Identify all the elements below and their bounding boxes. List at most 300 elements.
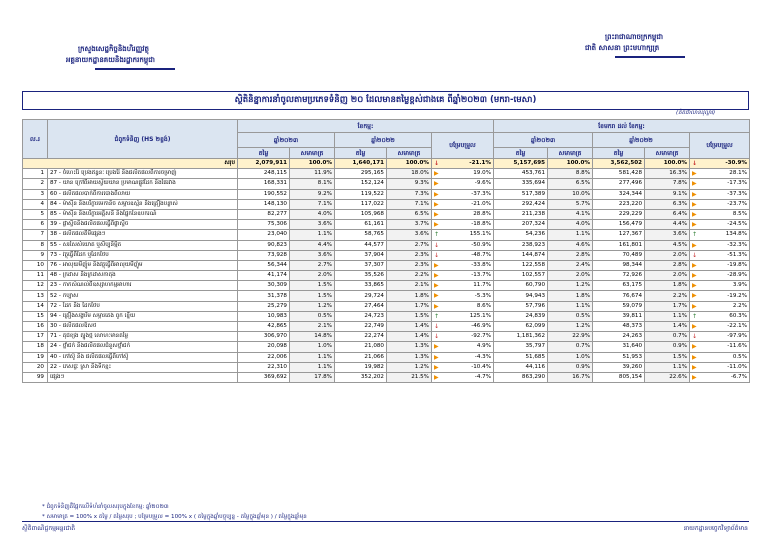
change-value: -92.7% [471,333,492,340]
value-cell: 19,982 [335,362,387,372]
share-cell: 21.5% [387,372,432,382]
trend-flat-icon: ▶ [692,292,697,300]
row-number: 10 [23,260,48,270]
share-cell: 1.1% [548,301,593,311]
value-cell: 39,260 [593,362,645,372]
share-cell: 7.8% [645,179,690,189]
value-cell: 57,796 [494,301,548,311]
change-value: -9.6% [474,180,492,187]
share-cell: 2.1% [290,322,335,332]
trend-flat-icon: ▶ [692,221,697,229]
left-header-underline [95,68,175,70]
value-cell: 1,640,171 [335,159,387,169]
row-number: 19 [23,352,48,362]
value-cell: 21,080 [335,342,387,352]
value-cell: 31,640 [593,342,645,352]
share-cell: 1.0% [548,352,593,362]
share-cell: 3.7% [387,220,432,230]
kingdom-name: ព្រះរាជាណាចក្រកម្ពុជា [605,33,664,41]
share-cell: 1.7% [645,301,690,311]
trend-down-icon: ↓ [434,241,440,249]
share-cell: 2.2% [387,271,432,281]
change-cell [432,209,494,219]
share-cell: 9.3% [387,179,432,189]
change-cell [690,332,750,342]
item-name: 71 - គុជខ្យង ត្បូងថ្ម លោហៈមានតម្លៃ [48,332,238,342]
change-cell [690,271,750,281]
value-cell: 24,723 [335,311,387,321]
row-number: 4 [23,199,48,209]
ministry-name: ក្រសួងសេដ្ឋកិច្ចនិងហិរញ្ញវត្ថុ [78,45,149,53]
share-cell: 4.4% [290,240,335,250]
change-value: 134.8% [725,231,748,238]
change-cell [690,189,750,199]
share-header: សមាមាត្រ [548,148,593,159]
change-cell [690,352,750,362]
change-cell [690,342,750,352]
change-value: 0.5% [732,353,748,360]
share-cell: 5.7% [548,199,593,209]
share-cell: 0.5% [548,311,593,321]
share-cell: 4.1% [548,209,593,219]
trend-flat-icon: ▶ [434,180,439,188]
trend-flat-icon: ▶ [434,292,439,300]
row-number: 16 [23,322,48,332]
change-cell [690,159,750,169]
trend-flat-icon: ▶ [434,200,439,208]
change-value: -37.3% [727,190,748,197]
table-row [23,301,750,311]
share-cell: 1.5% [290,281,335,291]
table-row [23,189,750,199]
table-row [23,250,750,260]
change-value: 28.8% [473,211,492,218]
value-cell: 805,154 [593,372,645,382]
change-value: -11.6% [727,343,748,350]
change-cell [432,342,494,352]
value-cell: 211,238 [494,209,548,219]
row-number: 3 [23,189,48,199]
table-row [23,352,750,362]
item-name: 60 - ផលិតផលបាក់ពីការបោងពីលាយ [48,189,238,199]
value-cell: 51,953 [593,352,645,362]
value-cell: 61,161 [335,220,387,230]
value-cell: 35,526 [335,271,387,281]
share-cell: 100.0% [290,159,335,169]
item-name: 24 - ថ្នាំជក់ និងផលិតផលជំនួសថ្នាំជក់ [48,342,238,352]
value-header: តម្លៃ [238,148,290,159]
value-cell: 60,790 [494,281,548,291]
trend-up-icon: ↑ [692,231,698,239]
item-name: 73 - វត្ថុធ្វើពីដែក ឬដែកថែប [48,250,238,260]
table-row [23,230,750,240]
share-header: សមាមាត្រ [387,148,432,159]
trend-up-icon: ↑ [692,312,698,320]
trend-down-icon: ↓ [434,333,440,341]
unit-note: (គិតជាលានដុល្លារ) [676,110,716,116]
value-cell: 29,724 [335,291,387,301]
total-row [23,159,750,169]
value-cell: 517,389 [494,189,548,199]
value-cell: 33,865 [335,281,387,291]
share-cell: 1.4% [645,322,690,332]
department-name: អគ្គនាយកដ្ឋានគយនិងរដ្ឋាករកម្ពុជា [66,56,155,64]
share-cell: 8.8% [548,169,593,179]
share-cell: 2.1% [387,281,432,291]
share-cell: 0.9% [548,362,593,372]
import-table [22,119,750,383]
change-cell [432,301,494,311]
change-value: -28.9% [727,272,748,279]
value-header: តម្លៃ [335,148,387,159]
share-cell: 1.1% [645,311,690,321]
value-cell: 238,923 [494,240,548,250]
change-value: -46.9% [471,323,492,330]
value-cell: 44,577 [335,240,387,250]
change-cell [432,220,494,230]
value-cell: 56,344 [238,260,290,270]
table-row [23,240,750,250]
table-row [23,179,750,189]
change-value: -33.8% [471,261,492,268]
col-header-no: ល.រ [23,120,48,159]
change-value: 28.1% [729,170,748,177]
share-cell: 3.6% [387,230,432,240]
share-cell: 1.5% [290,291,335,301]
item-name: ផ្សេងៗ [48,372,238,382]
share-cell: 100.0% [645,159,690,169]
share-cell: 9.1% [645,189,690,199]
value-cell: 117,022 [335,199,387,209]
trend-flat-icon: ▶ [692,353,697,361]
value-cell: 23,040 [238,230,290,240]
change-cell [690,281,750,291]
change-cell [690,240,750,250]
change-cell [432,159,494,169]
row-number: 11 [23,271,48,281]
change-cell [432,250,494,260]
value-cell: 76,674 [593,291,645,301]
value-cell: 31,378 [238,291,290,301]
item-name: 39 - ផ្លាស្ទិចនិងផលិតផលធ្វើពីផ្លាស្ទិច [48,220,238,230]
trend-flat-icon: ▶ [692,373,697,381]
change-cell [690,230,750,240]
value-cell: 22,274 [335,332,387,342]
change-cell [432,169,494,179]
item-name: 38 - ផលិតផលគីមីផ្សេងៗ [48,230,238,240]
trend-down-icon: ↓ [692,160,698,167]
share-cell: 8.1% [290,179,335,189]
value-cell: 90,823 [238,240,290,250]
value-cell: 277,496 [593,179,645,189]
trend-flat-icon: ▶ [434,343,439,351]
change-cell [690,291,750,301]
value-cell: 5,157,695 [494,159,548,169]
value-cell: 122,558 [494,260,548,270]
item-name: 84 - ម៉ាស៊ីន និងបរិក្ខារមេកានិច សម្ភារឧស្ម័ន និងគ្រឿងបន្លាស់ [48,199,238,209]
share-cell: 7.1% [290,199,335,209]
change-value: -13.7% [471,272,492,279]
share-cell: 1.1% [548,230,593,240]
value-cell: 1,181,362 [494,332,548,342]
trend-flat-icon: ▶ [434,272,439,280]
trend-flat-icon: ▶ [692,343,697,351]
value-cell: 3,562,502 [593,159,645,169]
year-header-2022-a: ឆ្នាំ២០២២ [335,133,432,148]
value-cell: 24,263 [593,332,645,342]
value-cell: 306,970 [238,332,290,342]
value-cell: 102,557 [494,271,548,281]
change-value: -10.4% [471,363,492,370]
value-cell: 20,098 [238,342,290,352]
change-cell [690,311,750,321]
value-cell: 82,277 [238,209,290,219]
value-cell: 25,279 [238,301,290,311]
value-cell: 58,765 [335,230,387,240]
change-cell [432,291,494,301]
value-cell: 152,124 [335,179,387,189]
change-cell [690,372,750,382]
item-name: 85 - ម៉ាស៊ីន និងបរិក្ខារអគ្គិសនី និងផ្នែកនៃឧបករណ៍ [48,209,238,219]
table-row [23,332,750,342]
change-cell [432,372,494,382]
change-value: -5.3% [474,292,492,299]
row-number: 7 [23,230,48,240]
value-cell: 21,066 [335,352,387,362]
trend-flat-icon: ▶ [692,323,697,330]
row-number: 5 [23,209,48,219]
share-cell: 3.6% [290,220,335,230]
share-header: សមាមាត្រ [645,148,690,159]
change-value: -37.3% [471,190,492,197]
item-name: 30 - ផលិតផលឱសថ [48,322,238,332]
change-value: -11.0% [727,363,748,370]
change-value: -23.7% [727,200,748,207]
share-cell: 2.8% [548,250,593,260]
change-cell [690,199,750,209]
year-header-2023-b: ឆ្នាំ២០២៣ [494,133,593,148]
change-cell [690,362,750,372]
value-cell: 39,811 [593,311,645,321]
value-cell: 369,692 [238,372,290,382]
value-cell: 295,165 [335,169,387,179]
change-cell [432,311,494,321]
value-cell: 144,874 [494,250,548,260]
row-number: 20 [23,362,48,372]
share-cell: 22.6% [645,372,690,382]
value-cell: 72,926 [593,271,645,281]
change-value: -4.7% [474,374,492,381]
change-value: -48.7% [471,251,492,258]
footer-rule [22,521,749,522]
change-header-b: បម្រែបម្រួល [690,133,750,159]
share-cell: 1.3% [387,342,432,352]
share-cell: 18.0% [387,169,432,179]
trend-flat-icon: ▶ [692,190,697,198]
value-cell: 98,344 [593,260,645,270]
change-cell [432,230,494,240]
trend-flat-icon: ▶ [434,353,439,361]
share-cell: 100.0% [548,159,593,169]
share-cell: 2.8% [645,260,690,270]
share-cell: 1.4% [387,332,432,342]
share-cell: 9.2% [290,189,335,199]
item-name: 27 - ចំហេះរ៉ែ ប្រេងឥន្ធនៈ ប្រេងរ៉ែ និងផលិតផលពីការចម្រាញ់ [48,169,238,179]
table-row [23,271,750,281]
change-value: 3.9% [732,282,748,289]
share-cell: 3.6% [645,230,690,240]
change-cell [432,352,494,362]
item-name: 48 - ក្រដាស និងក្រដាសកាតុង [48,271,238,281]
value-cell: 119,522 [335,189,387,199]
item-name: 23 - កាកសំណល់ពីឧស្សាហកម្មអាហារ [48,281,238,291]
footnote-formula: * សមាមាត្រ = 100% x តម្លៃ / តម្លៃសរុប ; បម្រែបម្រួល = 100% x ( តម្លៃក្នុងឆ្នាំបច្ចុប្បន្ន - តម្លៃក្នុងឆ្នាំមុន ) / តម្លៃក្នុងឆ្នាំមុន [42,514,307,520]
value-cell: 62,099 [494,322,548,332]
table-row [23,199,750,209]
share-cell: 7.1% [387,199,432,209]
table-row [23,281,750,291]
change-cell [690,301,750,311]
row-number: 18 [23,342,48,352]
share-cell: 2.7% [387,240,432,250]
share-cell: 17.8% [290,372,335,382]
share-cell: 2.7% [290,260,335,270]
change-value: -50.9% [471,241,492,248]
row-number: 15 [23,311,48,321]
year-header-2022-b: ឆ្នាំ២០២២ [593,133,690,148]
row-number: 1 [23,169,48,179]
share-cell: 10.0% [548,189,593,199]
trend-down-icon: ↓ [692,251,698,259]
group-header-month: ខែកម្ម: [238,120,494,133]
share-cell: 16.3% [645,169,690,179]
item-name: 22 - ភេសជ្ជៈ ស្រា និងទឹកខ្មះ [48,362,238,372]
table-body [23,159,750,383]
trend-up-icon: ↑ [434,231,440,239]
change-value: -21.1% [469,160,492,167]
value-cell: 292,424 [494,199,548,209]
value-cell: 37,904 [335,250,387,260]
trend-flat-icon: ▶ [434,373,439,381]
change-value: -22.1% [727,323,748,330]
value-cell: 223,220 [593,199,645,209]
change-value: -19.8% [727,261,748,268]
change-cell [432,179,494,189]
right-header-underline [615,56,685,58]
table-row [23,291,750,301]
value-cell: 168,331 [238,179,290,189]
share-cell: 1.1% [645,362,690,372]
share-cell: 0.7% [548,342,593,352]
value-cell: 335,694 [494,179,548,189]
trend-flat-icon: ▶ [692,241,697,249]
value-cell: 44,116 [494,362,548,372]
share-cell: 1.2% [548,281,593,291]
value-cell: 30,309 [238,281,290,291]
trend-flat-icon: ▶ [692,170,697,178]
change-cell [690,260,750,270]
share-cell: 1.2% [290,301,335,311]
row-number: 8 [23,240,48,250]
trend-flat-icon: ▶ [434,302,439,310]
share-cell: 1.2% [387,362,432,372]
share-cell: 1.1% [290,230,335,240]
item-name: 72 - ដែក និង ដែកថែប [48,301,238,311]
change-value: -97.9% [727,333,748,340]
share-cell: 2.3% [387,260,432,270]
change-value: 60.3% [729,312,748,319]
change-value: -24.5% [727,221,748,228]
change-value: -30.9% [725,160,748,167]
share-cell: 4.5% [645,240,690,250]
year-header-2023-a: ឆ្នាំ២០២៣ [238,133,335,148]
share-cell: 2.0% [645,250,690,260]
share-header: សមាមាត្រ [290,148,335,159]
value-cell: 41,174 [238,271,290,281]
value-cell: 35,797 [494,342,548,352]
table-row [23,372,750,382]
share-cell: 4.0% [548,220,593,230]
value-cell: 10,983 [238,311,290,321]
table-row [23,362,750,372]
change-value: -51.3% [727,251,748,258]
change-value: -18.8% [471,221,492,228]
row-number: 13 [23,291,48,301]
share-cell: 0.7% [645,332,690,342]
value-cell: 453,761 [494,169,548,179]
item-name: 55 - សរសៃសំយោគ ឬសិប្បនិម្មិត [48,240,238,250]
value-cell: 2,079,911 [238,159,290,169]
value-cell: 22,749 [335,322,387,332]
change-cell [432,322,494,332]
change-value: 4.9% [476,343,492,350]
change-value: -32.3% [727,241,748,248]
value-cell: 581,428 [593,169,645,179]
change-cell [432,260,494,270]
share-cell: 3.6% [290,250,335,260]
trend-flat-icon: ▶ [692,272,697,280]
share-cell: 1.5% [387,311,432,321]
change-value: 8.5% [732,211,748,218]
change-value: -19.2% [727,292,748,299]
value-cell: 70,489 [593,250,645,260]
footer-left: ស្ថិតិពាណិជ្ជកម្មអន្តរជាតិ [22,525,76,532]
share-cell: 1.1% [290,362,335,372]
trend-flat-icon: ▶ [692,261,697,269]
share-cell: 11.9% [290,169,335,179]
trend-flat-icon: ▶ [692,282,697,290]
share-cell: 2.2% [645,291,690,301]
item-name: 94 - គ្រឿងសង្ហារឹម សម្ភារគេង ពូក ខ្នើយ [48,311,238,321]
value-cell: 127,367 [593,230,645,240]
change-cell [432,189,494,199]
footnote-ranking: * ជំពូកទំនិញគឺផ្អែកលើទំហំនាំចូលសរុបក្នុងខែកម្ម: ឆ្នាំ២០២៣ [42,504,169,510]
change-value: -6.7% [730,374,748,381]
change-cell [432,362,494,372]
table-row [23,209,750,219]
item-name: 40 - កៅស៊ូ និង ផលិតផលធ្វើពីកៅស៊ូ [48,352,238,362]
value-cell: 352,202 [335,372,387,382]
value-cell: 207,324 [494,220,548,230]
col-header-item: ជំពូកទំនិញ (HS ២ខ្ទង់) [48,120,238,159]
value-cell: 51,685 [494,352,548,362]
value-cell: 59,079 [593,301,645,311]
value-header: តម្លៃ [494,148,548,159]
value-cell: 156,479 [593,220,645,230]
trend-up-icon: ↑ [434,312,440,320]
change-value: -17.3% [727,180,748,187]
table-row [23,220,750,230]
